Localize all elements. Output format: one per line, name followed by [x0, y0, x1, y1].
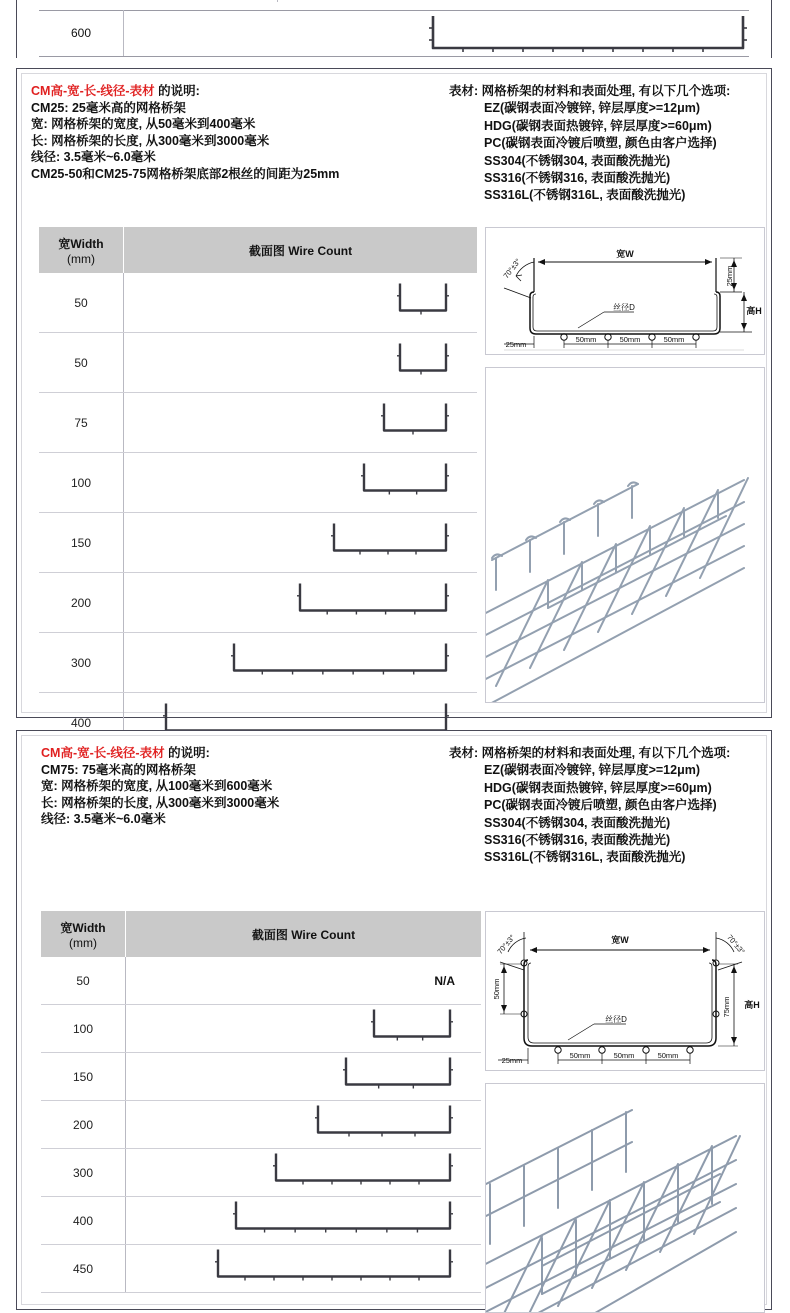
table-row [39, 513, 477, 573]
profile-drawing [313, 1103, 459, 1146]
table-row [41, 1005, 481, 1053]
table-cell-profile [126, 1005, 481, 1052]
spec-line: 长: 网格桥架的长度, 从300毫米到3000毫米 [31, 133, 270, 148]
section-cm75 [16, 730, 772, 1310]
table-cell-width: 50 [39, 273, 124, 332]
table-row [41, 1149, 481, 1197]
product-photo-cm75 [485, 1083, 765, 1313]
diagram-angle-right: 70°±3° [725, 932, 747, 956]
spec-line: CM25: 25毫米高的网格桥架 [31, 100, 186, 115]
table-cell-width: 50 [39, 333, 124, 392]
table-cell-profile [124, 273, 477, 332]
table-cell-width: 400 [41, 1197, 126, 1244]
spec-title-suffix: 的说明: [164, 746, 210, 760]
profile-drawing [341, 1055, 459, 1098]
material-option: PC(碳钢表面冷镀后喷塑, 颜色由客户选择) [484, 136, 717, 151]
col-header-width: 宽Width [58, 236, 104, 251]
table-cell-profile [124, 393, 477, 452]
diagram-right-side-dim: 75mm [722, 996, 731, 1018]
table-cell-profile [124, 453, 477, 512]
col-header-width-unit: (mm) [67, 251, 95, 266]
material-option: HDG(碳钢表面热镀锌, 锌层厚度>=60μm) [484, 118, 712, 133]
table-cell-width: 75 [39, 393, 124, 452]
table-row [41, 957, 481, 1005]
material-option: SS304(不锈钢304, 表面酸洗抛光) [484, 153, 671, 168]
table-row [41, 1101, 481, 1149]
diagram-width-label: 宽W [616, 249, 634, 259]
col-header-section: 截面图 Wire Count [251, 927, 356, 942]
material-option: PC(碳钢表面冷镀后喷塑, 颜色由客户选择) [484, 798, 717, 813]
spec-right-cm75 [449, 745, 769, 867]
product-photo-cm25 [485, 367, 765, 703]
spec-line: 宽: 网格桥架的宽度, 从50毫米到400毫米 [31, 117, 256, 132]
table-cell-profile [124, 513, 477, 572]
profile-drawing [359, 461, 455, 504]
material-option: SS316L(不锈钢316L, 表面酸洗抛光) [484, 188, 686, 203]
table-cell-profile [124, 633, 477, 692]
spec-title-highlight: CM高-宽-长-线径-表材 [41, 746, 165, 760]
table-cell-width: 300 [41, 1149, 126, 1196]
section-cm25 [16, 68, 772, 730]
table-cell-width: 200 [39, 573, 124, 632]
diagram-bottom-dim: 50mm [663, 335, 685, 344]
table-cell-profile [126, 1245, 481, 1292]
profile-drawing [295, 581, 455, 624]
diagram-height-label: 高H [746, 306, 762, 316]
profile-drawing [369, 1007, 459, 1050]
table-cell-profile [126, 1197, 481, 1244]
table-cell-width: 150 [41, 1053, 126, 1100]
table-header-row [39, 227, 477, 273]
material-option: HDG(碳钢表面热镀锌, 锌层厚度>=60μm) [484, 780, 712, 795]
table-row [39, 333, 477, 393]
spec-title-highlight: CM高-宽-长-线径-表材 [31, 84, 155, 98]
table-cell-width: 200 [41, 1101, 126, 1148]
table-cell-profile [126, 1053, 481, 1100]
table-row [39, 453, 477, 513]
table-cell-profile [126, 957, 481, 1004]
table-row [39, 273, 477, 333]
width-table-cm25 [39, 227, 477, 753]
profile-drawing [231, 1199, 459, 1242]
diagram-bottom-dim: 50mm [575, 335, 597, 344]
spec-line: 宽: 网格桥架的宽度, 从100毫米到600毫米 [41, 779, 273, 794]
profile-drawing [271, 1151, 459, 1194]
material-option: SS316(不锈钢316, 表面酸洗抛光) [484, 171, 671, 186]
profile-drawing [395, 281, 455, 324]
profile-drawing [213, 1247, 459, 1290]
diagram-bottom-dim: 25mm [501, 1056, 523, 1065]
spec-left-cm25 [31, 83, 451, 183]
diagram-bottom-dim: 25mm [505, 340, 527, 349]
spec-right-cm25 [449, 83, 769, 205]
table-cell-profile [124, 573, 477, 632]
profile-not-available: N/A [434, 973, 455, 988]
table-cell-width: 400 [39, 693, 124, 752]
table-cell-width: 100 [39, 453, 124, 512]
diagram-left-side-dim: 50mm [492, 978, 501, 1000]
spec-left-cm75 [41, 745, 461, 828]
diagram-bottom-dim: 50mm [613, 1051, 635, 1060]
profile-drawing [429, 14, 747, 58]
spec-title-suffix: 的说明: [154, 84, 200, 98]
wire-mesh-tray-illustration [486, 1084, 764, 1312]
table-row [41, 1245, 481, 1293]
table-row [39, 573, 477, 633]
wire-mesh-tray-illustration [486, 368, 764, 702]
spec-line: 长: 网格桥架的长度, 从300毫米到3000毫米 [41, 795, 280, 810]
diagram-bottom-dim: 50mm [569, 1051, 591, 1060]
table-row [41, 1197, 481, 1245]
diagram-wire-label: 丝径D [605, 1015, 627, 1024]
material-option: SS316(不锈钢316, 表面酸洗抛光) [484, 833, 671, 848]
table-row [39, 633, 477, 693]
table-body [39, 273, 477, 753]
table-row-width-label: 600 [70, 26, 92, 40]
table-cell-width: 50 [41, 957, 126, 1004]
profile-drawing [229, 641, 455, 684]
table-cell-width: 450 [41, 1245, 126, 1292]
diagram-width-label: 宽W [611, 935, 629, 945]
table-cell-profile [124, 333, 477, 392]
col-header-width-unit: (mm) [69, 935, 97, 950]
profile-drawing [379, 401, 455, 444]
spec-line: CM75: 75毫米高的网格桥架 [41, 762, 196, 777]
material-option: EZ(碳钢表面冷镀锌, 锌层厚度>=12μm) [484, 763, 701, 778]
table-cell-profile [126, 1101, 481, 1148]
profile-drawing [329, 521, 455, 564]
table-body [41, 957, 481, 1293]
table-cell-width: 100 [41, 1005, 126, 1052]
diagram-bottom-dim: 50mm [619, 335, 641, 344]
dimension-diagram-cm75 [485, 911, 765, 1071]
top-partial-table [16, 0, 772, 58]
material-option: SS316L(不锈钢316L, 表面酸洗抛光) [484, 850, 686, 865]
diagram-bottom-dim: 50mm [657, 1051, 679, 1060]
material-option: EZ(碳钢表面冷镀锌, 锌层厚度>=12μm) [484, 101, 701, 116]
profile-drawing [395, 341, 455, 384]
table-header-row [41, 911, 481, 957]
diagram-angle-left: 70°±3° [495, 932, 517, 956]
table-row [39, 393, 477, 453]
width-table-cm75 [41, 911, 481, 1293]
dimension-diagram-cm25 [485, 227, 765, 355]
table-cell-width: 300 [39, 633, 124, 692]
material-heading: 表材: 网格桥架的材料和表面处理, 有以下几个选项: [449, 746, 731, 760]
material-option: SS304(不锈钢304, 表面酸洗抛光) [484, 815, 671, 830]
col-header-section: 截面图 Wire Count [248, 243, 353, 258]
col-header-width: 宽Width [60, 920, 106, 935]
spec-line: 线径: 3.5毫米~6.0毫米 [31, 150, 156, 165]
table-cell-profile [126, 1149, 481, 1196]
diagram-side-dim: 25mm [725, 265, 734, 287]
diagram-angle-left: 70°±3° [501, 256, 523, 281]
table-cell-width: 150 [39, 513, 124, 572]
material-heading: 表材: 网格桥架的材料和表面处理, 有以下几个选项: [449, 84, 731, 98]
diagram-height-label: 高H [744, 1000, 760, 1010]
table-row [41, 1053, 481, 1101]
diagram-wire-label: 丝径D [613, 303, 635, 312]
spec-line: 线径: 3.5毫米~6.0毫米 [41, 812, 166, 827]
spec-line: CM25-50和CM25-75网格桥架底部2根丝的间距为25mm [31, 166, 340, 181]
